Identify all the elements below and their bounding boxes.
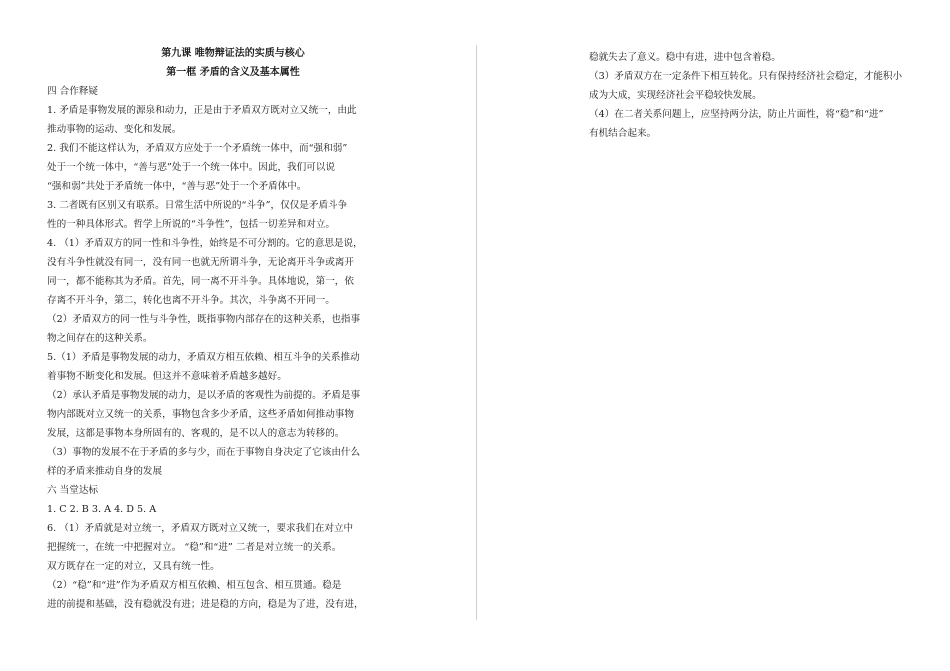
text-line: 4. （1）矛盾双方的同一性和斗争性，始终是不可分割的。它的意思是说，	[47, 238, 363, 249]
text-line: （3）事物的发展不在于矛盾的多与少，而在于事物自身决定了它该由什么	[47, 447, 361, 458]
text-line: 样的矛盾来推动自身的发展	[47, 466, 163, 477]
text-line: 1. C 2. B 3. A 4. D 5. A	[47, 504, 157, 515]
text-line: 性的一种具体形式。哲学上所说的“斗争性”，包括一切差异和对立。	[47, 219, 336, 230]
text-line: 存离不开斗争，第二，转化也离不开斗争。其次，斗争离不开同一。	[47, 295, 335, 306]
text-line: 六 当堂达标	[47, 485, 99, 496]
text-line: 双方既存在一定的对立，又具有统一性。	[47, 561, 220, 572]
text-line: 1. 矛盾是事物发展的源泉和动力，正是由于矛盾双方既对立又统一，由此	[47, 105, 357, 116]
text-line: （4）在二者关系问题上，应坚持两分法，防止片面性，将“稳”和“进”	[589, 109, 884, 120]
text-line: （3）矛盾双方在一定条件下相互转化。只有保持经济社会稳定，才能积小	[589, 71, 903, 82]
lesson-title: 第九课 唯物辩证法的实质与核心	[161, 48, 305, 59]
text-line: “强和弱”共处于矛盾统一体中，“善与恶”处于一个矛盾体中。	[47, 181, 307, 192]
text-line: （2）“稳”和“进”作为矛盾双方相互依赖、相互包含、相互贯通。稳是	[47, 580, 342, 591]
left-column	[47, 44, 419, 614]
text-line: 有机结合起来。	[589, 128, 657, 139]
text-line: 6. （1）矛盾就是对立统一，矛盾双方既对立又统一，要求我们在对立中	[47, 523, 354, 534]
right-text-body	[589, 48, 911, 143]
right-column	[589, 48, 911, 143]
text-line: 推动事物的运动、变化和发展。	[47, 124, 182, 135]
text-line: 成为大成，实现经济社会平稳较快发展。	[589, 90, 762, 101]
text-line: 2. 我们不能这样认为，矛盾双方应处于一个矛盾统一体中，而“强和弱”	[47, 143, 348, 154]
text-line: 3. 二者既有区别又有联系。日常生活中所说的“斗争”，仅仅是矛盾斗争	[47, 200, 348, 211]
text-line: 处于一个统一体中，“善与恶”处于一个统一体中。因此，我们可以说	[47, 162, 336, 173]
text-line: 进的前提和基础，没有稳就没有进；进是稳的方向，稳是为了进，没有进，	[47, 599, 364, 610]
text-line: （2）矛盾双方的同一性与斗争性，既指事物内部存在的这种关系，也指事	[47, 314, 361, 325]
text-line: 把握统一，在统一中把握对立。 “稳”和“进” 二者是对立统一的关系。	[47, 542, 342, 553]
text-line: 四 合作释疑	[47, 86, 99, 97]
text-line: 同一，都不能称其为矛盾。首先，同一离不开斗争。具体地说，第一，依	[47, 276, 354, 287]
text-line: 物内部既对立又统一的关系，事物包含多少矛盾，这些矛盾如何推动事物	[47, 409, 354, 420]
text-line: 发展，这都是事物本身所固有的、客观的，是不以人的意志为转移的。	[47, 428, 345, 439]
text-line: 5.（1）矛盾是事物发展的动力，矛盾双方相互依赖、相互斗争的关系推动	[47, 352, 360, 363]
text-line: 着事物不断变化和发展。但这并不意味着矛盾越多越好。	[47, 371, 287, 382]
left-text-body	[47, 82, 419, 614]
text-line: 稳就失去了意义。稳中有进，进中包含着稳。	[589, 52, 781, 63]
text-line: （2）承认矛盾是事物发展的动力，是以矛盾的客观性为前提的。矛盾是事	[47, 390, 361, 401]
column-divider	[476, 45, 477, 620]
text-line: 没有斗争性就没有同一，没有同一也就无所谓斗争，无论离开斗争或离开	[47, 257, 354, 268]
text-line: 物之间存在的这种关系。	[47, 333, 153, 344]
section-title: 第一框 矛盾的含义及基本属性	[166, 67, 300, 78]
